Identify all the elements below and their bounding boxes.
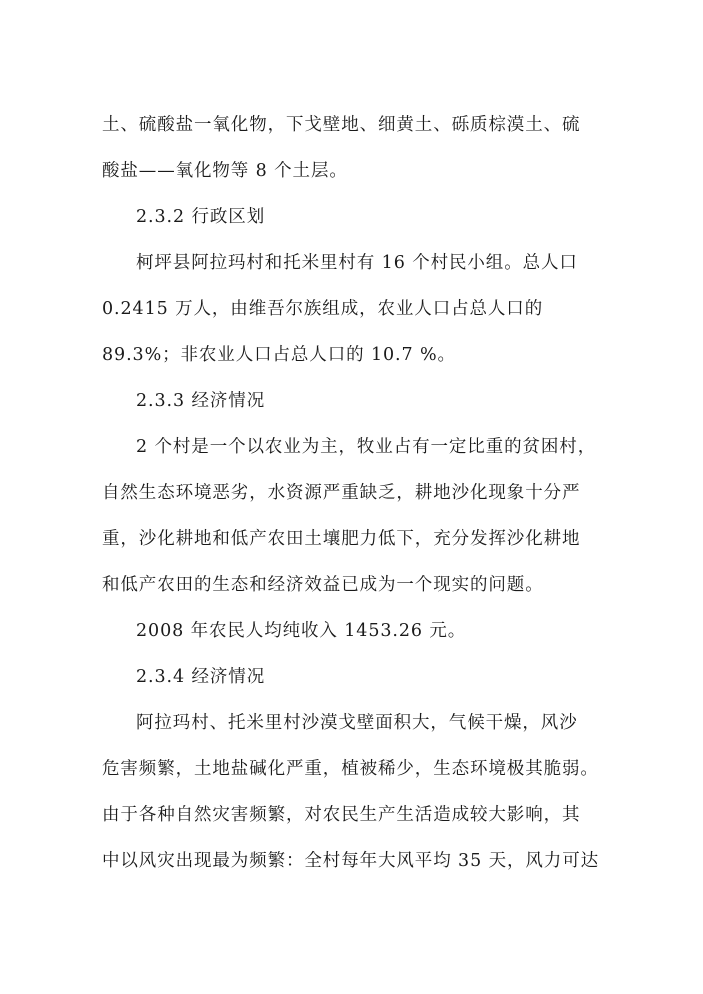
- text-line: 阿拉玛村、托米里村沙漠戈壁面积大，气候干燥，风沙: [136, 713, 578, 733]
- section-heading: 2.3.3 经济情况: [136, 391, 266, 411]
- text-line: 2 个村是一个以农业为主，牧业占有一定比重的贫困村，: [136, 437, 597, 457]
- text-line: 和低产农田的生态和经济效益已成为一个现实的问题。: [102, 575, 544, 595]
- text-line: 中以风灾出现最为频繁：全村每年大风平均 35 天，风力可达: [102, 851, 599, 871]
- text-line: 土、硫酸盐一氧化物，下戈壁地、细黄土、砾质棕漠土、硫: [102, 115, 581, 135]
- text-line: 酸盐——氧化物等 8 个土层。: [102, 161, 348, 181]
- section-heading: 2.3.4 经济情况: [136, 667, 266, 687]
- text-line: 2008 年农民人均纯收入 1453.26 元。: [136, 621, 467, 641]
- text-line: 0.2415 万人，由维吾尔族组成，农业人口占总人口的: [102, 299, 544, 319]
- text-line: 由于各种自然灾害频繁，对农民生产生活造成较大影响，其: [102, 805, 581, 825]
- text-line: 89.3%；非农业人口占总人口的 10.7 %。: [102, 345, 456, 365]
- text-line: 自然生态环境恶劣，水资源严重缺乏，耕地沙化现象十分严: [102, 483, 581, 503]
- text-line: 重，沙化耕地和低产农田土壤肥力低下，充分发挥沙化耕地: [102, 529, 581, 549]
- text-line: 危害频繁，土地盐碱化严重，植被稀少，生态环境极其脆弱。: [102, 759, 599, 779]
- text-line: 柯坪县阿拉玛村和托米里村有 16 个村民小组。总人口: [136, 253, 578, 273]
- section-heading: 2.3.2 行政区划: [136, 207, 266, 227]
